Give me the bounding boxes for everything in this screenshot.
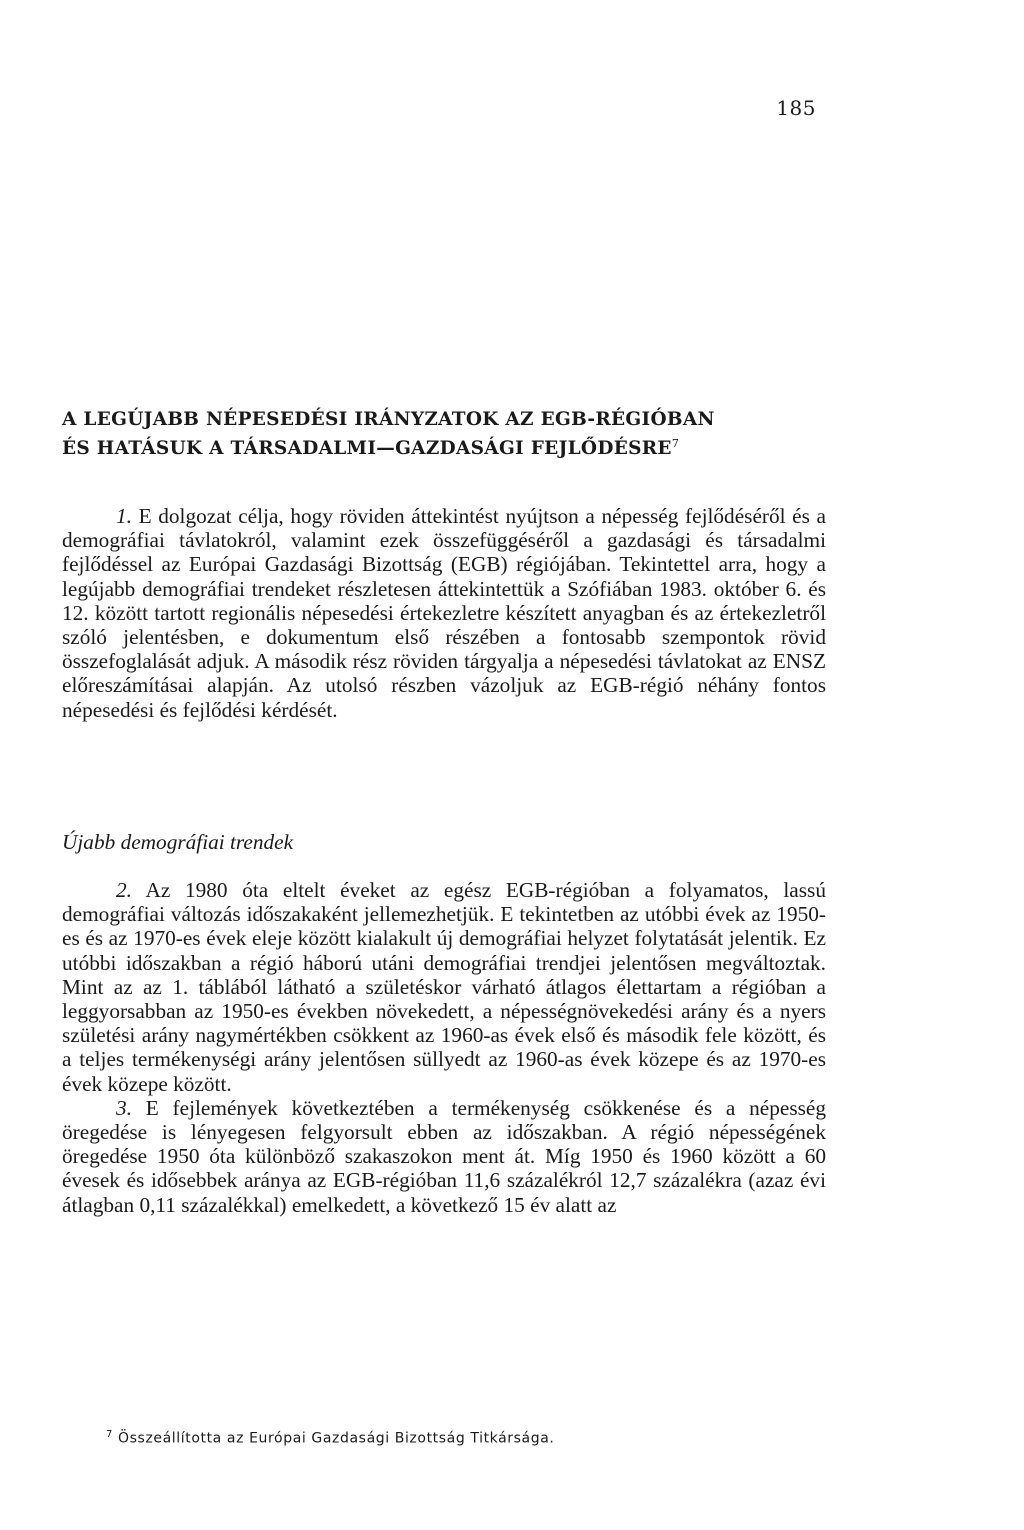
paragraph-2-number: 2. — [116, 878, 132, 902]
title-footnote-mark: 7 — [671, 437, 680, 450]
article-title — [62, 408, 834, 461]
footnote — [106, 1429, 554, 1447]
intro-section — [62, 504, 826, 722]
section-subheading: Újabb demográfiai trendek — [62, 830, 294, 854]
paragraph-1 — [62, 504, 826, 722]
paragraph-1-number: 1. — [116, 504, 132, 528]
paragraph-3 — [62, 1096, 826, 1217]
paragraph-2-text: Az 1980 óta eltelt éveket az egész EGB-régióban a folyamatos, lassú demográfiai változás időszakaként jellemezhetjük. E tekintetben az utóbbi évek az 1950-es és az 1970-es évek eleje között kialakult új demográfiai helyzet folytatását jelentik. Ez utóbbi időszakban a régió háború utáni demográfiai trendjei jelentősen megváltoztak. Mint az az 1. táblából látható a születéskor várható átlagos élettartam a régióban a leggyorsabban az 1950-es években növekedett, a népességnövekedési arány és a nyers születési arány nagymértékben csökkent az 1960-as évek első és második fele között, és a teljes termékenységi arány jelentősen süllyedt az 1960-as évek közepe és az 1970-es évek közepe között. — [62, 878, 826, 1096]
footnote-text: Összeállította az Európai Gazdasági Bizottság Titkársága. — [118, 1430, 555, 1447]
paragraph-1-text: E dolgozat célja, hogy röviden áttekintést nyújtson a népesség fejlődéséről és a demográfiai távlatokról, valamint ezek összefüggéséről a gazdasági és társadalmi fejlődéssel az Európai Gazdasági Bizottság (EGB) régiójában. Tekintettel arra, hogy a legújabb demográfiai trendeket részletesen áttekintettük a Szófiában 1983. október 6. és 12. között tartott regionális népesedési értekezletre készített anyagban és az értekezletről szóló jelentésben, e dokumentum első részében a fontosabb szempontok rövid összefoglalását adjuk. A második rész röviden tárgyalja a népesedési távlatokat az ENSZ előreszámításai alapján. Az utolsó részben vázoljuk az EGB-régió néhány fontos népesedési és fejlődési kérdését. — [62, 504, 827, 722]
paragraph-2 — [62, 878, 826, 1096]
paragraph-3-text: E fejlemények következtében a termékenység csökkenése és a népesség öregedése is lényegesen felgyorsult ebben az időszakban. A régió népességének öregedése 1950 óta különböző szakaszokon ment át. Míg 1950 és 1960 között a 60 évesek és idősebbek aránya az EGB-régióban 11,6 százalékról 12,7 százalékra (azaz évi átlagban 0,11 százalékkal) emelkedett, a következő 15 év alatt az — [62, 1095, 826, 1217]
main-section — [62, 878, 826, 1217]
paragraph-3-number: 3. — [116, 1095, 132, 1120]
page-number: 185 — [776, 96, 816, 120]
title-line-1: A LEGÚJABB NÉPESEDÉSI IRÁNYZATOK AZ EGB-RÉGIÓBAN — [62, 409, 715, 430]
title-line-2: ÉS HATÁSUK A TÁRSADALMI—GAZDASÁGI FEJLŐDÉSRE$^7$ — [62, 437, 680, 460]
footnote-mark: 7 — [106, 1429, 113, 1440]
